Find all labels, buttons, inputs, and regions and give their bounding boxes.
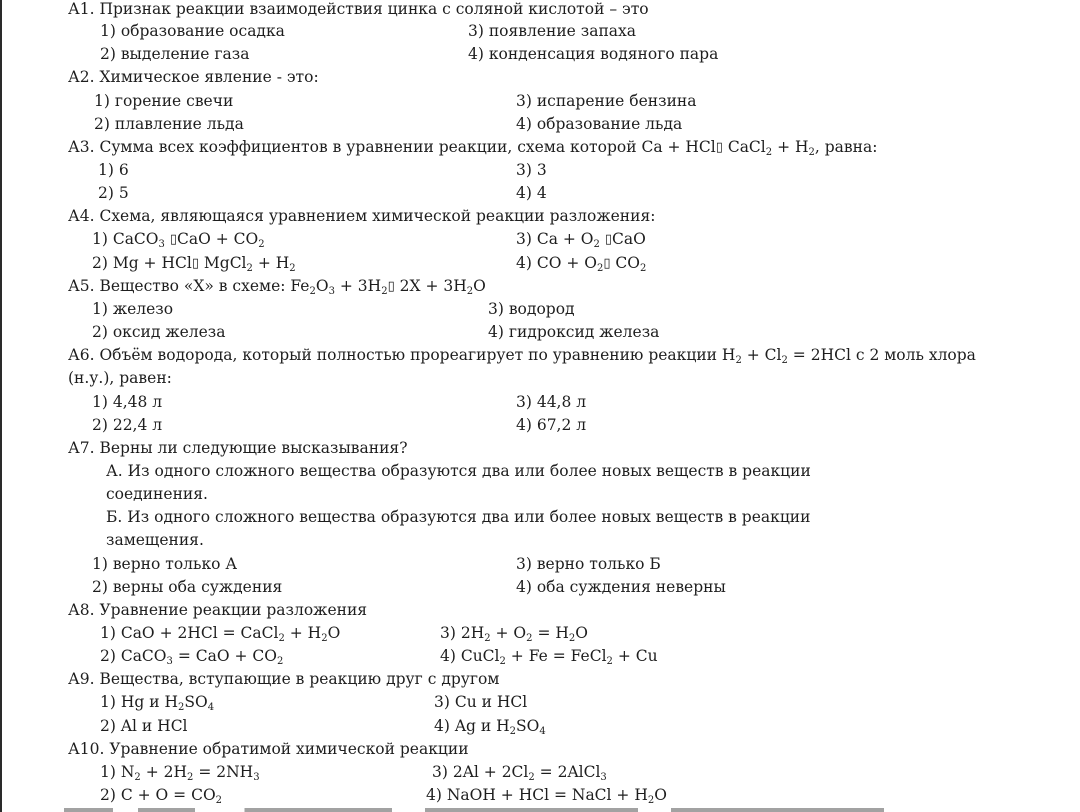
a3-option-1: 1) 6 — [98, 161, 129, 179]
a9-option-3: 3) Cu и HCl — [434, 693, 528, 711]
a1-option-3: 3) появление запаха — [468, 22, 637, 40]
a6-option-4: 4) 67,2 л — [516, 416, 587, 434]
a2-option-1: 1) горение свечи — [94, 92, 234, 110]
a3-option-4: 4) 4 — [516, 184, 547, 202]
a9-option-4: 4) Ag и $H_2SO_4$ — [434, 717, 546, 737]
a7-option-4: 4) оба суждения неверны — [516, 578, 726, 596]
a5-option-3: 3) водород — [488, 300, 575, 318]
a1-option-2: 2) выделение газа — [100, 45, 250, 63]
a3-option-3: 3) 3 — [516, 161, 547, 179]
a7-statement-b-cont: замещения. — [106, 531, 204, 549]
question-a2-text: А2. Химическое явление - это: — [68, 68, 319, 86]
question-a7-text: А7. Верны ли следующие высказывания? — [68, 439, 408, 457]
cut-off-text-line — [64, 800, 884, 812]
a4-option-2: 2) Mg + HCl▯ MgCl$_2$ + $H_2$ — [92, 254, 296, 274]
question-a8-text: А8. Уравнение реакции разложения — [68, 601, 368, 619]
a8-option-4: 4) CuCl$_2$ + Fe = FeCl$_2$ + Cu — [440, 647, 658, 667]
question-a5-text: А5. Вещество «Х» в схеме: $Fe_2O_3$ + $3H_2▯$ $2X + 3H_2O$ — [68, 277, 486, 297]
a3-option-2: 2) 5 — [98, 184, 129, 202]
a4-option-4: 4) CO + $O_2▯$ $CO_2$ — [516, 254, 647, 274]
a4-option-1: 1) CaCO$_3$ ▯CaO + $CO_2$ — [92, 230, 265, 250]
a7-option-3: 3) верно только Б — [516, 555, 661, 573]
a6-option-3: 3) 44,8 л — [516, 393, 587, 411]
a2-option-4: 4) образование льда — [516, 115, 683, 133]
a8-option-2: 2) CaCO$_3$ = CaO + $CO_2$ — [100, 647, 284, 667]
a1-option-1: 1) образование осадка — [100, 22, 285, 40]
a7-statement-b: Б. Из одного сложного вещества образуются два или более новых веществ в реакции — [106, 508, 811, 526]
a10-option-2: 2) $C + O = CO_2$ — [100, 786, 223, 806]
a7-statement-a-cont: соединения. — [106, 485, 208, 503]
a7-statement-a: А. Из одного сложного вещества образуются два или более новых веществ в реакции — [106, 462, 811, 480]
a7-option-1: 1) верно только А — [92, 555, 238, 573]
a4-option-3: 3) $Ca + O_2$ ▯CaO — [516, 230, 646, 250]
a9-option-1: 1) Hg и $H_2SO_4$ — [100, 693, 215, 713]
a10-option-3: 3) $2Al + 2Cl_2$ = 2AlCl$_3$ — [432, 763, 607, 783]
question-a6-text-cont: (н.у.), равен: — [68, 369, 172, 387]
a6-option-2: 2) 22,4 л — [92, 416, 163, 434]
a10-option-1: 1) $N_2 + 2H_2 = 2NH_3$ — [100, 763, 260, 783]
question-a6-text: А6. Объём водорода, который полностью прореагирует по уравнению реакции $H_2 + Cl_2 = 2HCl$ с 2 моль хлора — [68, 346, 976, 366]
a5-option-4: 4) гидроксид железа — [488, 323, 660, 341]
a7-option-2: 2) верны оба суждения — [92, 578, 283, 596]
a2-option-3: 3) испарение бензина — [516, 92, 697, 110]
question-a9-text: А9. Вещества, вступающие в реакцию друг с другом — [68, 670, 500, 688]
a9-option-2: 2) Al и HCl — [100, 717, 188, 735]
a8-option-1: 1) CaO + 2HCl = CaCl$_2$ + $H_2O$ — [100, 624, 341, 644]
question-a1-text: А1. Признак реакции взаимодействия цинка с соляной кислотой – это — [68, 0, 649, 18]
a5-option-2: 2) оксид железа — [92, 323, 226, 341]
question-a4-text: А4. Схема, являющаяся уравнением химической реакции разложения: — [68, 207, 656, 225]
a8-option-3: 3) $2H_2 + O_2 = H_2O$ — [440, 624, 588, 644]
question-a3-text: А3. Сумма всех коэффициентов в уравнении реакции, схема которой Ca + HCl▯ CaCl$_2$ + $H_2$, равна: — [68, 138, 878, 158]
a1-option-4: 4) конденсация водяного пара — [468, 45, 719, 63]
question-a10-text: А10. Уравнение обратимой химической реакции — [68, 740, 469, 758]
a5-option-1: 1) железо — [92, 300, 174, 318]
a2-option-2: 2) плавление льда — [94, 115, 244, 133]
a6-option-1: 1) 4,48 л — [92, 393, 163, 411]
a10-option-4: 4) NaOH + HCl = NaCl + $H_2O$ — [426, 786, 667, 806]
